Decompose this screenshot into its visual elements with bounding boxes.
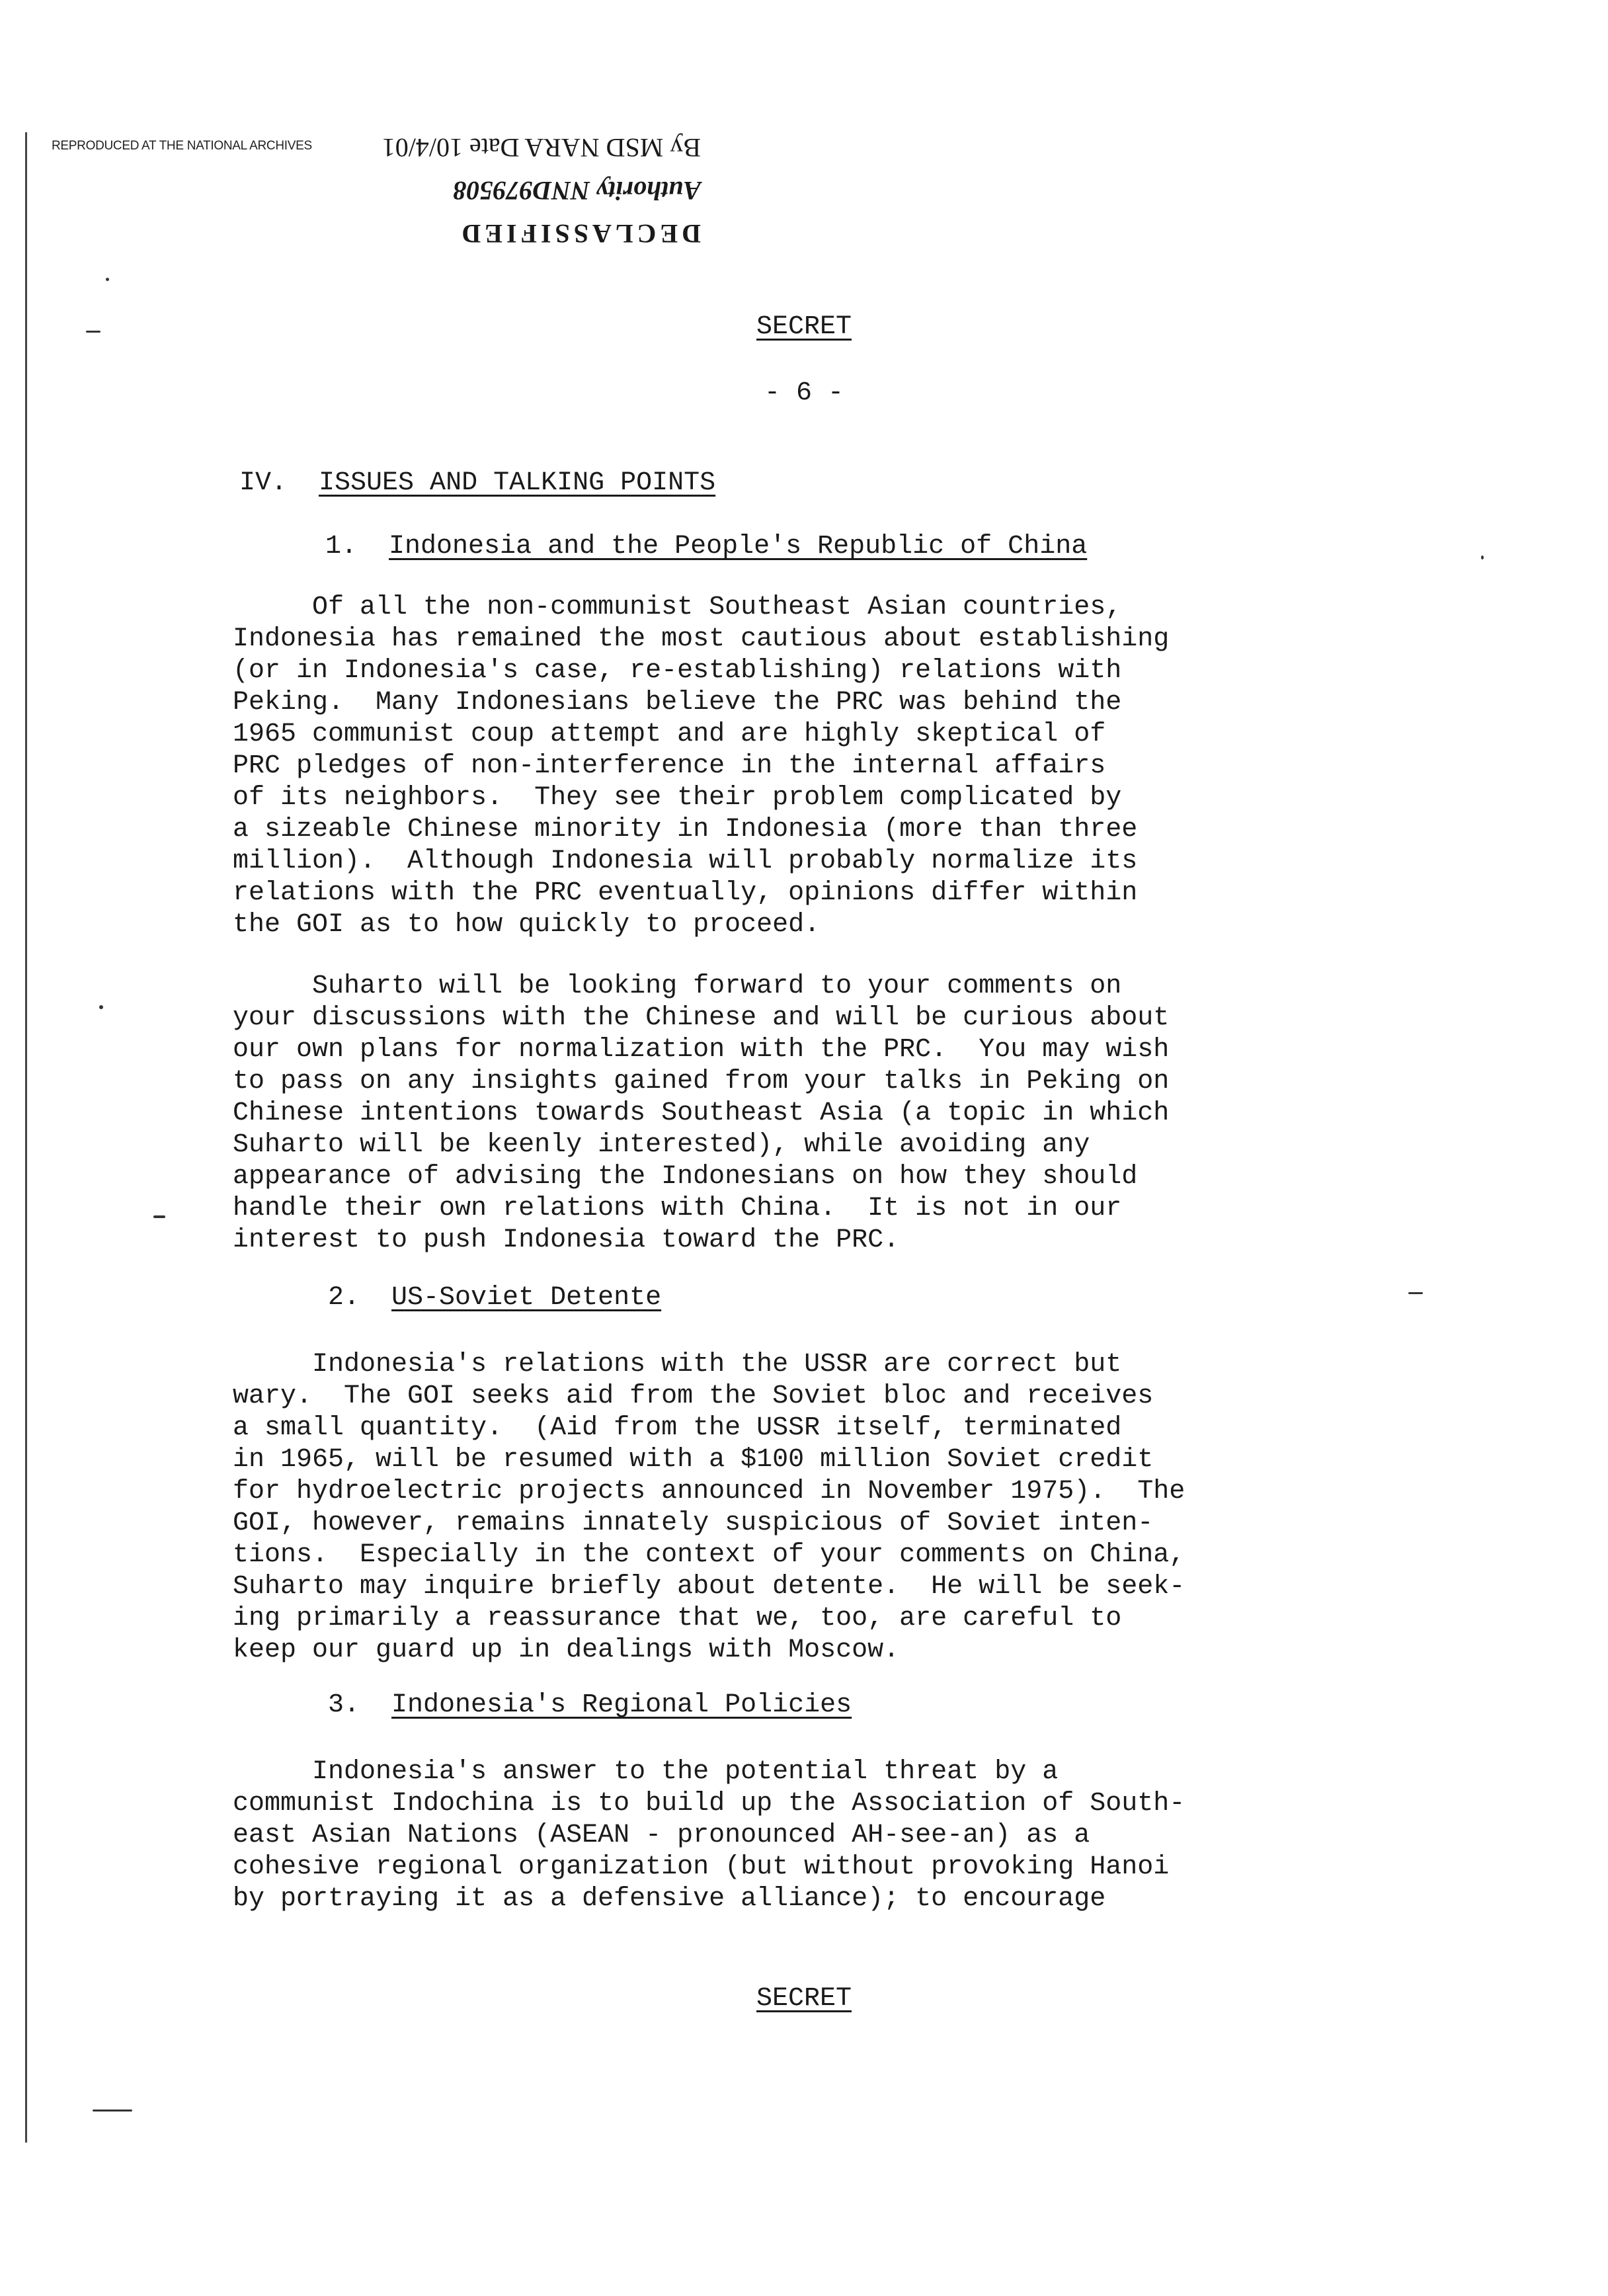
text-line: of its neighbors. They see their problem complicated by [233, 783, 1122, 813]
section-heading [239, 468, 715, 498]
stamp-declassified: DECLASSIFIED [458, 219, 701, 249]
text-line: handle their own relations with China. It is not in our [233, 1194, 1122, 1223]
item-2-number: 2. [328, 1283, 360, 1313]
scan-speck [86, 331, 100, 333]
text-line: Peking. Many Indonesians believe the PRC was behind the [233, 688, 1122, 718]
item-2-title: US-Soviet Detente [391, 1283, 662, 1313]
page-number: - 6 - [764, 378, 844, 408]
item-2-paragraph-1 [233, 1349, 1330, 1666]
section-number: IV. [239, 468, 288, 498]
text-line: relations with the PRC eventually, opinions differ within [233, 878, 1138, 908]
scan-speck [93, 2110, 132, 2112]
text-line: Suharto will be keenly interested), while avoiding any [233, 1130, 1090, 1160]
item-3-heading [328, 1690, 852, 1720]
top-classification-marking: SECRET [756, 312, 852, 342]
text-line: for hydroelectric projects announced in November 1975). The [233, 1477, 1186, 1506]
text-line: Indonesia has remained the most cautious about establishing [233, 624, 1170, 654]
item-1-heading [325, 532, 1087, 561]
text-line: to pass on any insights gained from your talks in Peking on [233, 1067, 1170, 1096]
text-line: a small quantity. (Aid from the USSR itself, terminated [233, 1413, 1122, 1443]
item-1-paragraph-1 [233, 592, 1330, 941]
declassification-stamp [357, 119, 701, 258]
bottom-classification-marking: SECRET [756, 1984, 852, 2014]
text-line: 1965 communist coup attempt and are highly skeptical of [233, 719, 1106, 749]
text-line: Suharto may inquire briefly about detente. He will be seek- [233, 1572, 1186, 1602]
text-line: million). Although Indonesia will probably normalize its [233, 846, 1138, 876]
text-line: tions. Especially in the context of your comments on China, [233, 1540, 1186, 1570]
item-1-title: Indonesia and the People's Republic of China [389, 532, 1088, 561]
archives-reproduction-stamp: REPRODUCED AT THE NATIONAL ARCHIVES [52, 139, 312, 153]
item-3-title: Indonesia's Regional Policies [391, 1690, 852, 1720]
text-line: Indonesia's relations with the USSR are correct but [233, 1350, 1122, 1379]
item-1-number: 1. [325, 532, 358, 561]
section-title: ISSUES AND TALKING POINTS [319, 468, 716, 498]
text-line: GOI, however, remains innately suspicious of Soviet inten- [233, 1508, 1154, 1538]
text-line: by portraying it as a defensive alliance); to encourage [233, 1884, 1106, 1914]
scan-speck [1481, 555, 1484, 559]
text-line: wary. The GOI seeks aid from the Soviet bloc and receives [233, 1381, 1154, 1411]
text-line: your discussions with the Chinese and will be curious about [233, 1003, 1170, 1033]
text-line: Suharto will be looking forward to your comments on [233, 971, 1122, 1001]
text-line: communist Indochina is to build up the Association of South- [233, 1789, 1186, 1819]
text-line: the GOI as to how quickly to proceed. [233, 910, 821, 940]
text-line: appearance of advising the Indonesians on how they should [233, 1162, 1138, 1192]
item-3-paragraph-1 [233, 1756, 1330, 1915]
scan-margin-line [25, 132, 27, 2143]
text-line: (or in Indonesia's case, re-establishing) relations with [233, 656, 1122, 686]
scan-speck [1408, 1292, 1423, 1294]
text-line: Of all the non-communist Southeast Asian countries, [233, 593, 1122, 622]
text-line: interest to push Indonesia toward the PRC. [233, 1225, 900, 1255]
text-line: our own plans for normalization with the PRC. You may wish [233, 1035, 1170, 1065]
text-line: cohesive regional organization (but without provoking Hanoi [233, 1852, 1170, 1882]
text-line: Chinese intentions towards Southeast Asia (a topic in which [233, 1098, 1170, 1128]
item-3-number: 3. [328, 1690, 360, 1720]
text-line: in 1965, will be resumed with a $100 million Soviet credit [233, 1445, 1154, 1475]
text-line: PRC pledges of non-interference in the internal affairs [233, 751, 1106, 781]
text-line: keep our guard up in dealings with Moscow. [233, 1635, 900, 1665]
scan-speck [106, 278, 109, 281]
text-line: east Asian Nations (ASEAN - pronounced AH-see-an) as a [233, 1821, 1090, 1850]
item-1-paragraph-2 [233, 971, 1330, 1256]
text-line: Indonesia's answer to the potential threat by a [233, 1757, 1059, 1787]
text-line: ing primarily a reassurance that we, too, are careful to [233, 1604, 1122, 1633]
stamp-authority-line: Authority NND979508 [453, 176, 701, 206]
scan-speck [99, 1005, 103, 1009]
scan-speck [153, 1215, 165, 1218]
stamp-by-line: By MSD NARA Date 10/4/01 [382, 133, 701, 163]
text-line: a sizeable Chinese minority in Indonesia (more than three [233, 815, 1138, 844]
item-2-heading [328, 1283, 661, 1313]
